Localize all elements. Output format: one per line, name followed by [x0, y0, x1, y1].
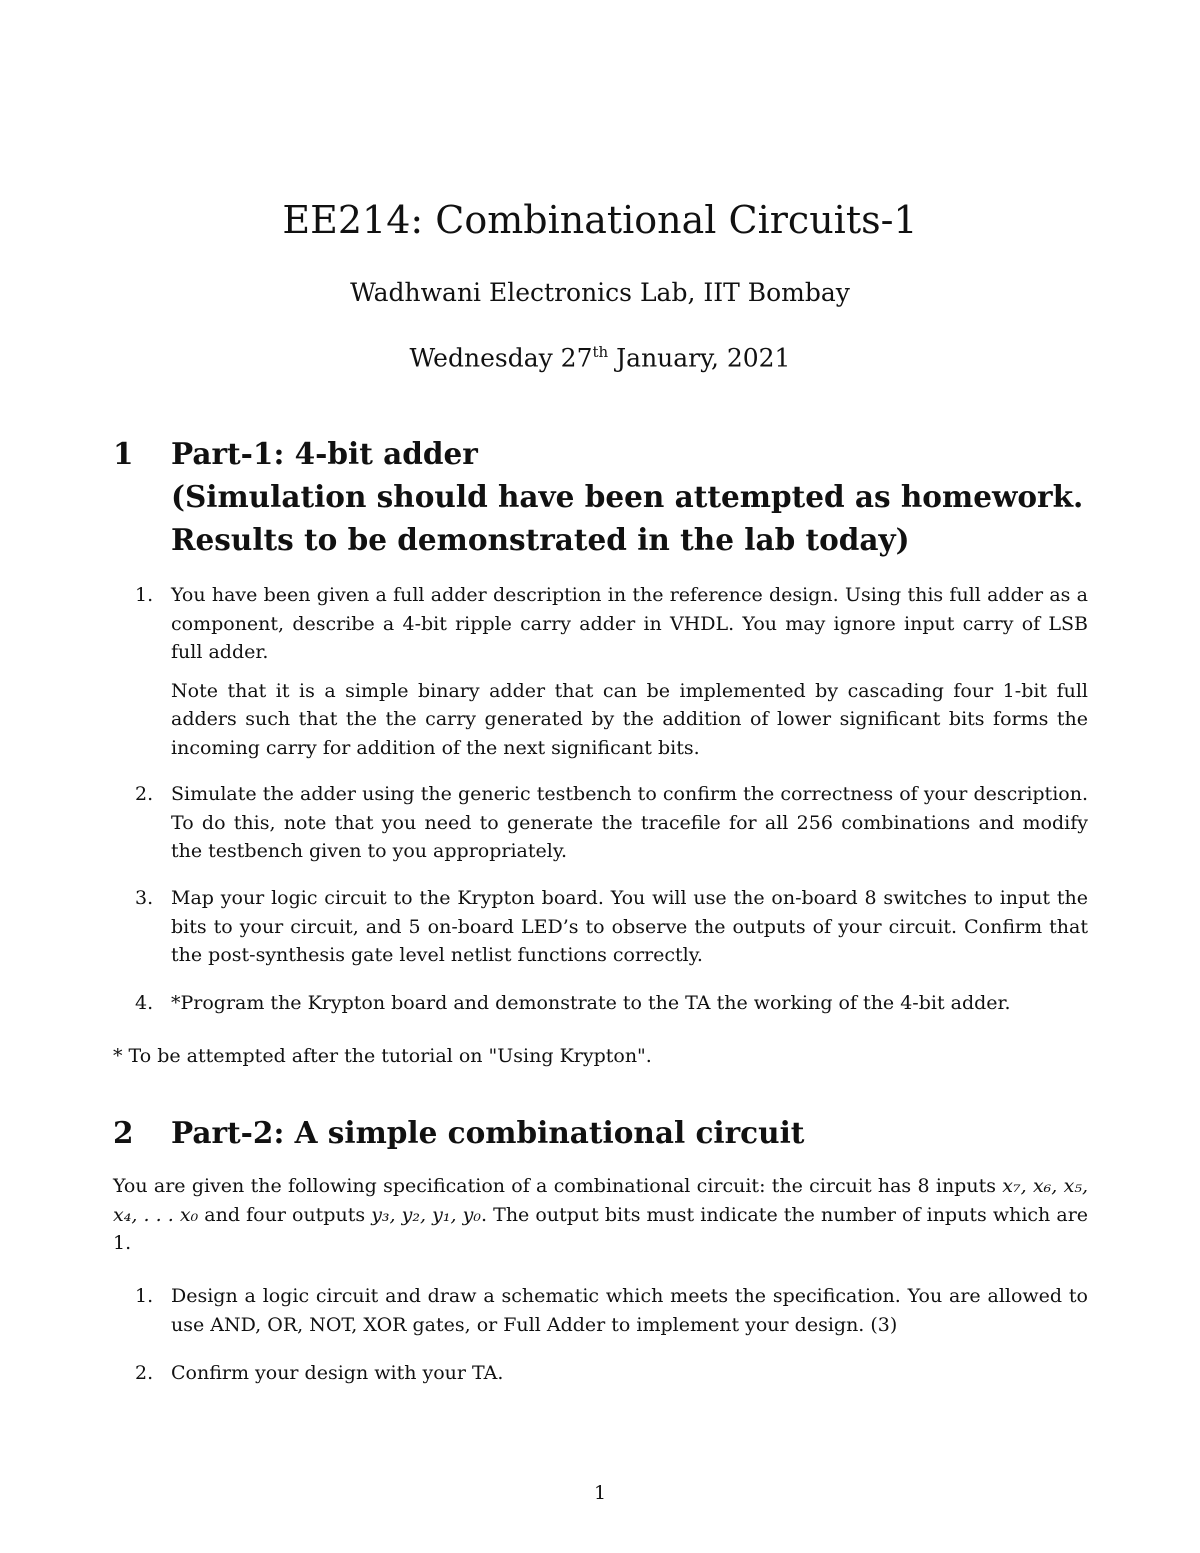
- section-number: 1: [113, 436, 134, 471]
- list-item-text: Design a logic circuit and draw a schematic which meets the specification. You are allowed to use AND, OR, NOT, XOR gates, or Full Adder to implement your design. (3): [171, 1285, 1088, 1336]
- intro-text: and four outputs: [198, 1203, 372, 1226]
- list-item: [135, 780, 1088, 866]
- list-item: [135, 989, 1088, 1018]
- outputs-math: y₃, y₂, y₁, y₀: [371, 1203, 482, 1226]
- footnote: * To be attempted after the tutorial on "Using Krypton".: [113, 1045, 652, 1067]
- list-item-text: Simulate the adder using the generic testbench to confirm the correctness of your description. To do this, note that you need to generate the tracefile for all 256 combinations and modify the testbench given to you appropriately.: [171, 783, 1088, 862]
- page-number: 1: [593, 1482, 607, 1504]
- list-item: [135, 1282, 1088, 1339]
- section-number: 2: [113, 1115, 134, 1150]
- list-item-label: 1.: [135, 584, 154, 606]
- section-title-line: (Simulation should have been attempted as homework.: [171, 479, 1084, 514]
- document-title: EE214: Combinational Circuits-1: [282, 198, 918, 242]
- section-2-heading: [113, 1111, 1113, 1154]
- section-title-line: Results to be demonstrated in the lab today): [171, 522, 910, 557]
- list-item-label: 3.: [135, 887, 154, 909]
- list-item-text: *Program the Krypton board and demonstrate to the TA the working of the 4-bit adder.: [171, 992, 1011, 1014]
- section-title: [171, 432, 1113, 561]
- date-suffix: January, 2021: [608, 343, 791, 373]
- section-title: [171, 1111, 1113, 1154]
- intro-text: . The output bits must indicate the number of inputs which are 1.: [113, 1203, 1089, 1254]
- section-2-intro: [113, 1172, 1088, 1258]
- date-prefix: Wednesday 27: [409, 343, 593, 373]
- list-item-text: You have been given a full adder description in the reference design. Using this full adder as a component, describe a 4-bit ripple carry adder in VHDL. You may ignore input carry of LSB full adder.: [171, 584, 1088, 663]
- date-ordinal: th: [592, 343, 609, 361]
- list-item-label: 1.: [135, 1285, 154, 1307]
- intro-text: You are given the following specification of a combinational circuit: the circuit has 8 inputs: [113, 1175, 996, 1197]
- list-item-label: 4.: [135, 992, 154, 1014]
- section-title-line: Part-1: 4-bit adder: [171, 436, 478, 471]
- list-item: [135, 1359, 1088, 1388]
- list-item: [135, 581, 1088, 762]
- section-title-line: Part-2: A simple combinational circuit: [171, 1115, 805, 1150]
- list-item-text: Map your logic circuit to the Krypton board. You will use the on-board 8 switches to input the bits to your circuit, and 5 on-board LED’s to observe the outputs of your circuit. Confirm that the post-synthesis gate level netlist functions correctly.: [171, 887, 1088, 966]
- section-1-heading: [113, 432, 1113, 561]
- list-item-label: 2.: [135, 1362, 154, 1384]
- list-item-text: Confirm your design with your TA.: [171, 1362, 504, 1384]
- document-affiliation: Wadhwani Electronics Lab, IIT Bombay: [350, 278, 850, 307]
- list-item-note: Note that it is a simple binary adder that can be implemented by cascading four 1-bit full adders such that the the carry generated by the addition of lower significant bits forms the incoming carry for addition of the next significant bits.: [171, 679, 1088, 759]
- document-date: [0, 335, 1200, 375]
- list-item: [135, 884, 1088, 970]
- list-item-label: 2.: [135, 783, 154, 805]
- inputs-math: x₇, x₆, x₅, x₄, . . . x₀: [113, 1175, 1089, 1226]
